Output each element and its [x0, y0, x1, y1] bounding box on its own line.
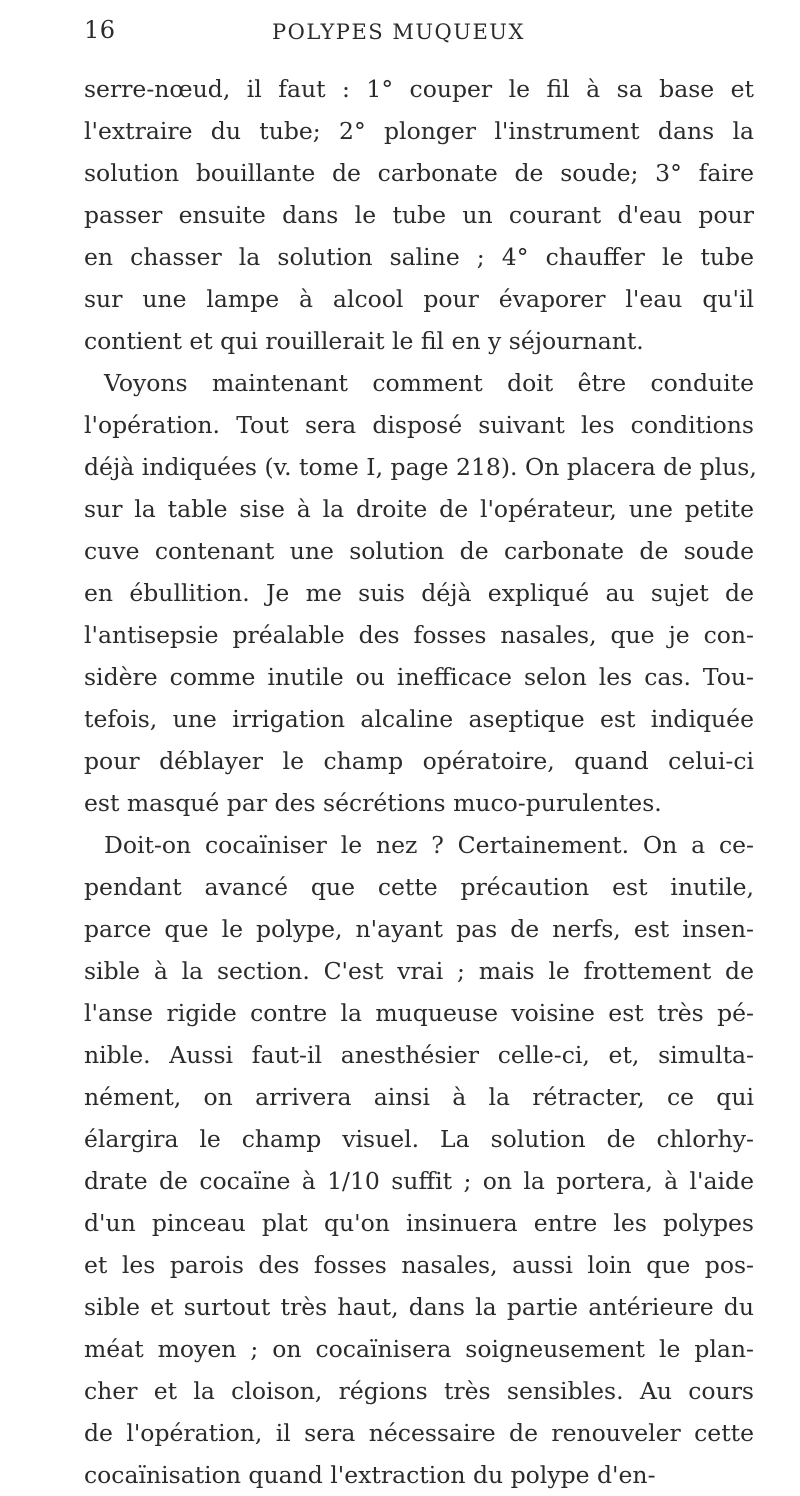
text-line: élargira le champ visuel. La solution de chlorhy- [84, 1125, 754, 1153]
text-line: déjà indiquées (v. tome I, page 218). On placera de plus, [84, 453, 757, 481]
text-line: d'un pinceau plat qu'on insinuera entre les polypes [84, 1209, 754, 1237]
text-line: sur la table sise à la droite de l'opérateur, une petite [84, 495, 754, 523]
text-line: pour déblayer le champ opératoire, quand celui-ci [84, 747, 754, 775]
text-line: Doit-on cocaïniser le nez ? Certainement. On a ce- [104, 831, 754, 859]
text-line: en chasser la solution saline ; 4° chauffer le tube [84, 243, 754, 271]
text-line: pendant avancé que cette précaution est inutile, [84, 873, 754, 901]
text-line: l'antisepsie préalable des fosses nasales, que je con- [84, 621, 754, 649]
text-line: cocaïnisation quand l'extraction du polype d'en- [84, 1461, 656, 1489]
text-line: méat moyen ; on cocaïnisera soigneusement le plan- [84, 1335, 754, 1363]
text-line: tefois, une irrigation alcaline aseptique est indiquée [84, 705, 754, 733]
text-line: est masqué par des sécrétions muco-purulentes. [84, 789, 662, 817]
text-line: solution bouillante de carbonate de soude; 3° faire [84, 159, 754, 187]
text-line: nible. Aussi faut-il anesthésier celle-ci, et, simulta- [84, 1041, 754, 1069]
text-line: serre-nœud, il faut : 1° couper le fil à sa base et [84, 75, 754, 103]
text-line: Voyons maintenant comment doit être conduite [104, 369, 754, 397]
text-line: sidère comme inutile ou inefficace selon les cas. Tou- [84, 663, 754, 691]
page-number: 16 [84, 16, 116, 44]
running-head: POLYPES MUQUEUX [272, 20, 525, 44]
text-line: passer ensuite dans le tube un courant d'eau pour [84, 201, 754, 229]
text-line: cuve contenant une solution de carbonate de soude [84, 537, 754, 565]
text-line: en ébullition. Je me suis déjà expliqué au sujet de [84, 579, 754, 607]
text-line: l'anse rigide contre la muqueuse voisine est très pé- [84, 999, 754, 1027]
text-line: de l'opération, il sera nécessaire de renouveler cette [84, 1419, 754, 1447]
body-text [84, 68, 757, 1496]
text-line: sible à la section. C'est vrai ; mais le frottement de [84, 957, 754, 985]
text-line: drate de cocaïne à 1/10 suffit ; on la portera, à l'aide [84, 1167, 754, 1195]
text-line: nément, on arrivera ainsi à la rétracter, ce qui [84, 1083, 754, 1111]
text-line: cher et la cloison, régions très sensibles. Au cours [84, 1377, 754, 1405]
text-line: l'opération. Tout sera disposé suivant les conditions [84, 411, 754, 439]
text-line: sible et surtout très haut, dans la partie antérieure du [84, 1293, 754, 1321]
text-line: contient et qui rouillerait le fil en y séjournant. [84, 327, 644, 355]
text-line: et les parois des fosses nasales, aussi loin que pos- [84, 1251, 754, 1279]
text-line: l'extraire du tube; 2° plonger l'instrument dans la [84, 117, 754, 145]
text-line: sur une lampe à alcool pour évaporer l'eau qu'il [84, 285, 754, 313]
page-header [0, 14, 800, 54]
text-line: parce que le polype, n'ayant pas de nerfs, est insen- [84, 915, 754, 943]
